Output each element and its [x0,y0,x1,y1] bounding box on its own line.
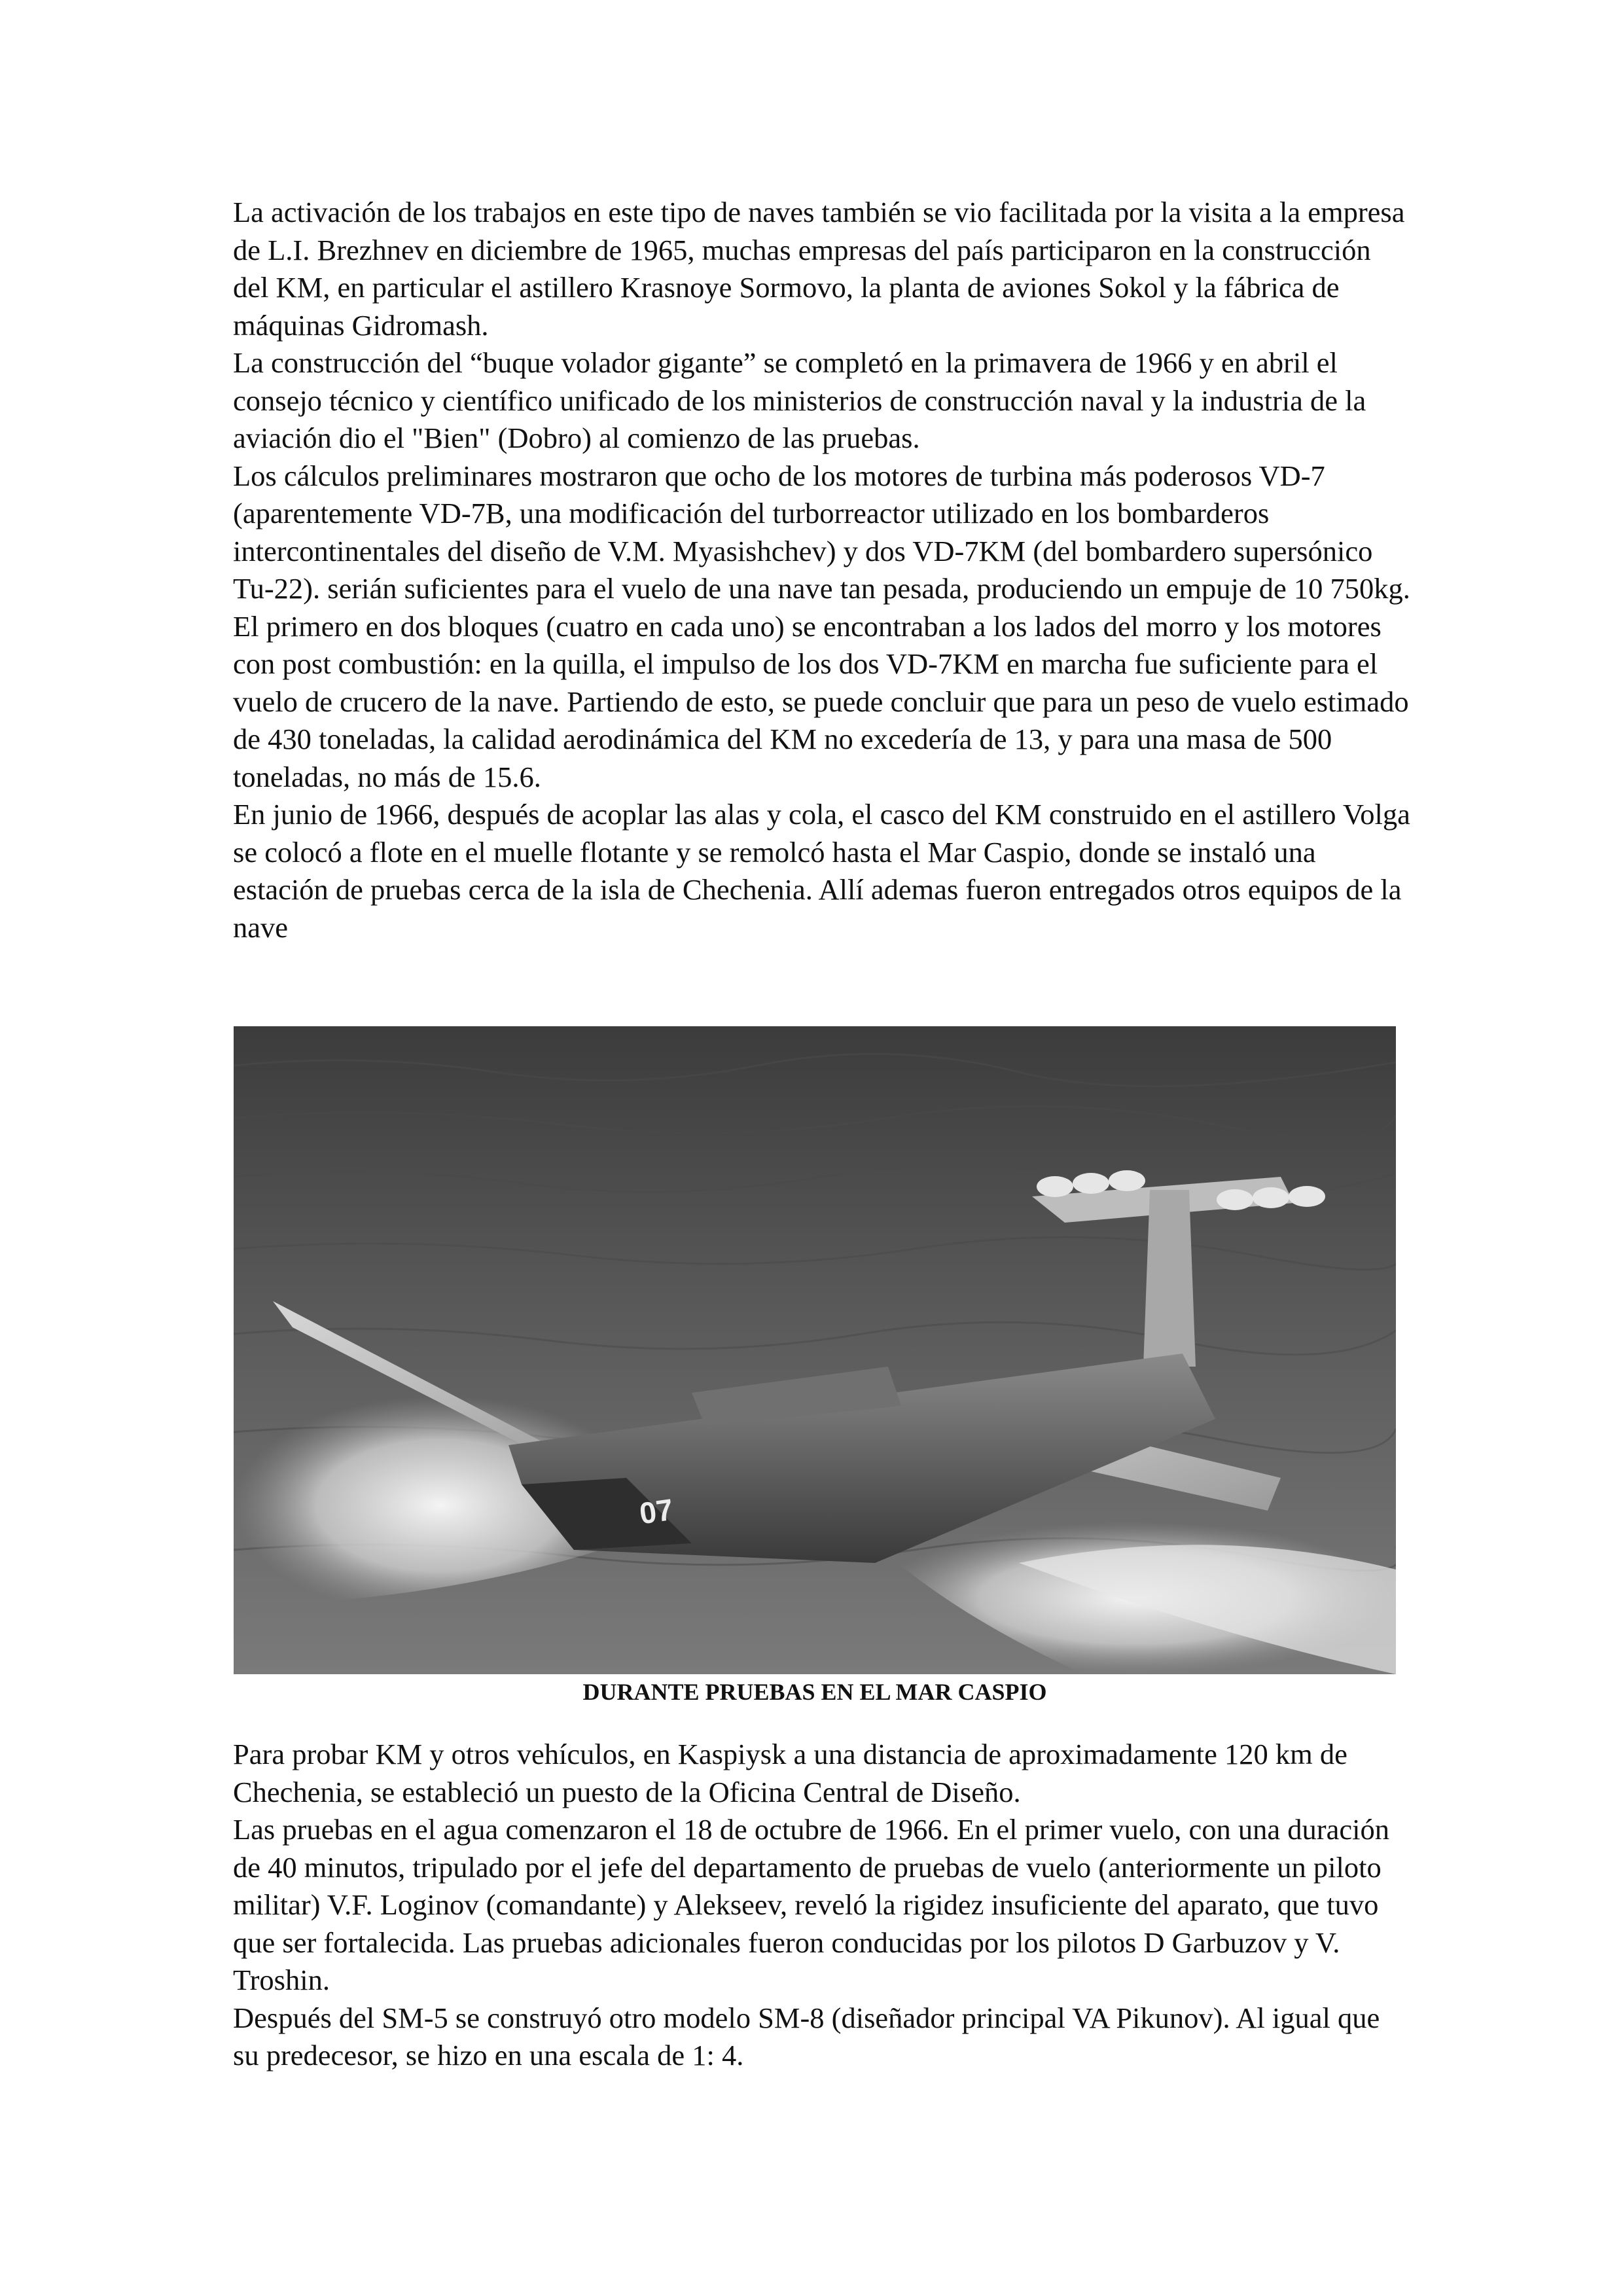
paragraph: Para probar KM y otros vehículos, en Kaspiysk a una distancia de aproximadamente 120 km de Chechenia, se estableció un puesto de la Oficina Central de Diseño. [233,1738,1347,1808]
paragraph: En junio de 1966, después de acoplar las alas y cola, el casco del KM construido en el astillero Volga se colocó a flote en el muelle flotante y se remolcó hasta el Mar Caspio, donde se instaló una estación de pruebas cerca de la isla de Chechenia. Allí ademas fueron entregados otros equipos de la nave [233,798,1410,944]
ekranoplan-photo [234,1026,1396,1674]
text-block-top [233,194,1411,946]
paragraph: Después del SM-5 se construyó otro modelo SM-8 (diseñador principal VA Pikunov). Al igual que su predecesor, se hizo en una escala de 1: 4. [233,2001,1380,2072]
paragraph: La construcción del “buque volador gigante” se completó en la primavera de 1966 y en abril el consejo técnico y científico unificado de los ministerios de construcción naval y la industria de la aviación dio el "Bien" (Dobro) al comienzo de las pruebas. [233,346,1366,454]
text-block-bottom [233,1736,1411,2075]
hull-number: 07 [637,1492,675,1531]
figure-caption: DURANTE PRUEBAS EN EL MAR CASPIO [582,1679,1047,1705]
paragraph: Las pruebas en el agua comenzaron el 18 de octubre de 1966. En el primer vuelo, con una duración de 40 minutos, tripulado por el jefe del departamento de pruebas de vuelo (anteriormente un piloto militar) V.F. Loginov (comandante) y Alekseev, reveló la rigidez insuficiente del aparato, que tuvo que ser fortalecida. Las pruebas adicionales fueron conducidas por los pilotos D Garbuzov y V. Troshin. [233,1813,1389,1996]
photo-illustration [234,1026,1396,1674]
tail-fin [1143,1190,1196,1367]
paragraph: La activación de los trabajos en este tipo de naves también se vio facilitada por la visita a la empresa de L.I. Brezhnev en diciembre de 1965, muchas empresas del país participaron en la construcción del KM, en particular el astillero Krasnoye Sormovo, la planta de aviones Sokol y la fábrica de máquinas Gidromash. [233,196,1405,342]
paragraph: Los cálculos preliminares mostraron que ocho de los motores de turbina más poderosos VD-7 (aparentemente VD-7B, una modificación del turborreactor utilizado en los bombarderos intercontinentales del diseño de V.M. Myasishchev) y dos VD-7KM (del bombardero supersónico Tu-22). serián suficientes para el vuelo de una nave tan pesada, produciendo un empuje de 10 750kg. [233,459,1410,605]
paragraph: El primero en dos bloques (cuatro en cada uno) se encontraban a los lados del morro y los motores con post combustión: en la quilla, el impulso de los dos VD-7KM en marcha fue suficiente para el vuelo de crucero de la nave. Partiendo de esto, se puede concluir que para un peso de vuelo estimado de 430 toneladas, la calidad aerodinámica del KM no excedería de 13, y para una masa de 500 toneladas, no más de 15.6. [233,609,1409,793]
